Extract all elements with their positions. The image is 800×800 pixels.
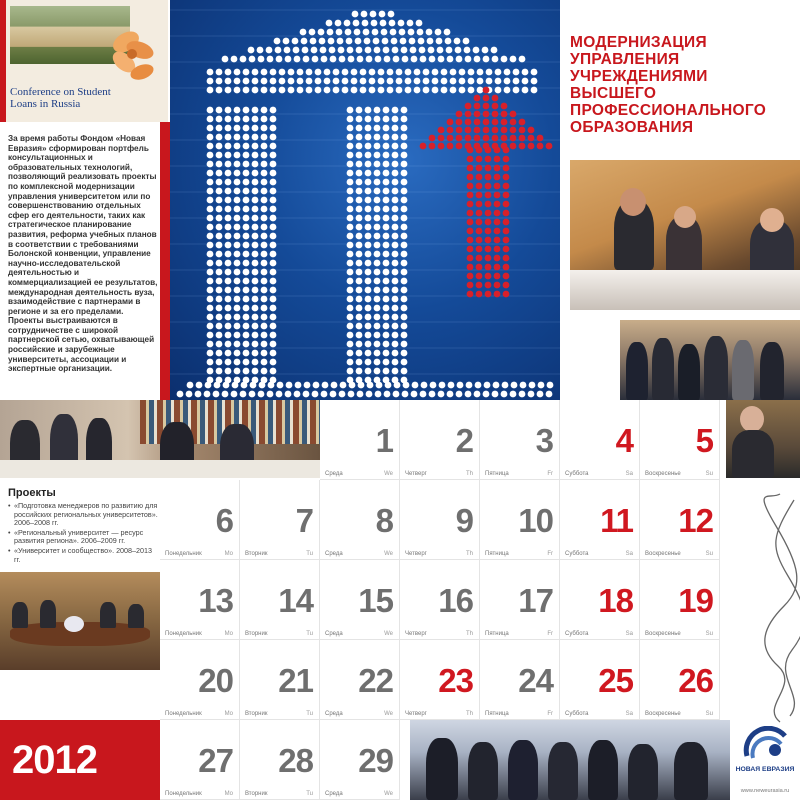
logo-name: НОВАЯ ЕВРАЗИЯ — [735, 766, 795, 773]
weekday-abbr: Tu — [306, 711, 313, 717]
speaker-photo — [726, 400, 800, 478]
weekday-label: Четверг — [405, 631, 427, 637]
person-figure — [100, 602, 116, 628]
weekday-abbr: We — [384, 791, 393, 797]
brochure-red-stripe — [0, 0, 6, 122]
flowers — [64, 616, 84, 632]
weekday-abbr: Sa — [625, 551, 633, 557]
person-figure — [652, 338, 674, 400]
day-number: 4 — [615, 422, 633, 459]
calendar-day — [480, 480, 560, 560]
weekday-label: Воскресенье — [645, 551, 681, 557]
weekday-abbr: We — [384, 551, 393, 557]
weekday-abbr: We — [384, 711, 393, 717]
day-number: 8 — [375, 502, 393, 539]
person-figure — [548, 742, 578, 800]
day-number: 26 — [678, 662, 713, 699]
weekday-label: Воскресенье — [645, 471, 681, 477]
weekday-abbr: Mo — [224, 711, 233, 717]
person-head — [674, 206, 696, 228]
day-number: 5 — [695, 422, 713, 459]
person-figure — [704, 336, 728, 400]
person-figure — [678, 344, 700, 400]
day-number: 25 — [598, 662, 633, 699]
dotted-building-illustration — [170, 0, 560, 400]
calendar-day — [480, 640, 560, 720]
day-number: 22 — [358, 662, 393, 699]
weekday-abbr: Fr — [547, 631, 553, 637]
weekday-label: Воскресенье — [645, 711, 681, 717]
weekday-abbr: Fr — [547, 471, 553, 477]
weekday-abbr: Sa — [625, 471, 633, 477]
calendar-day — [560, 480, 640, 560]
weekday-label: Среда — [325, 791, 343, 797]
calendar-day — [560, 640, 640, 720]
day-number: 14 — [278, 582, 313, 619]
weekday-label: Четверг — [405, 471, 427, 477]
year-label: 2012 — [12, 738, 97, 782]
person-figure — [508, 740, 538, 800]
person-figure — [128, 604, 144, 628]
weekday-label: Вторник — [245, 551, 268, 557]
hero-image — [170, 0, 560, 400]
calendar-day — [240, 560, 320, 640]
calendar-day — [320, 560, 400, 640]
calendar-day — [640, 480, 720, 560]
weekday-label: Понедельник — [165, 791, 202, 797]
page-title: МОДЕРНИЗАЦИЯ УПРАВЛЕНИЯ УЧРЕЖДЕНИЯМИ ВЫСШЕГО ПРОФЕССИОНАЛЬНОГО ОБРАЗОВАНИЯ — [570, 34, 767, 136]
day-number: 15 — [358, 582, 393, 619]
day-number: 10 — [518, 502, 553, 539]
weekday-abbr: Su — [705, 551, 713, 557]
calendar-day — [320, 480, 400, 560]
day-number: 23 — [438, 662, 473, 699]
person-figure — [626, 342, 648, 400]
weekday-abbr: Tu — [306, 551, 313, 557]
calendar-day — [160, 720, 240, 800]
weekday-label: Среда — [325, 711, 343, 717]
calendar-day — [640, 560, 720, 640]
new-eurasia-logo — [733, 722, 797, 798]
weekday-abbr: Tu — [306, 791, 313, 797]
weekday-label: Четверг — [405, 711, 427, 717]
calendar-day — [560, 560, 640, 640]
projects-list — [8, 502, 158, 565]
intro-text: За время работы Фондом «Новая Евразия» сформирован портфель консультационных и образовательных технологий, позволяющий реализовать проекты по комплексной модернизации управления университетом или по совершенствованию отдельных сфер его деятельности, таких как стратегическое планирование развития, реформа учебных планов в соответствии с требованиями Болонской конвенции, управление научно-исследовательской деятельностью и коммерциализацией ее результатов, международная деятельность вуза, взаимодействие с партнерами в регионе и за его пределами. Проекты выстраиваются в сотрудничестве с широкой партнерской сетью, охватывающей российские и зарубежные университеты, ассоциации и экспертные организации. — [8, 134, 158, 374]
calendar-day — [640, 640, 720, 720]
weekday-label: Суббота — [565, 471, 589, 477]
brochure-thumbnail — [0, 0, 170, 122]
weekday-abbr: Fr — [547, 711, 553, 717]
weekday-abbr: Su — [705, 631, 713, 637]
person-figure — [732, 430, 774, 478]
day-number: 24 — [518, 662, 553, 699]
weekday-label: Понедельник — [165, 631, 202, 637]
year-block — [0, 720, 160, 800]
calendar-day — [320, 720, 400, 800]
weekday-abbr: Sa — [625, 631, 633, 637]
weekday-abbr: Sa — [625, 711, 633, 717]
flower-image — [96, 20, 160, 90]
weekday-abbr: Th — [465, 471, 473, 477]
day-number: 27 — [198, 742, 233, 779]
calendar-day — [320, 640, 400, 720]
weekday-abbr: Su — [705, 711, 713, 717]
calendar-day — [480, 560, 560, 640]
person-figure — [674, 742, 708, 800]
person-head — [620, 188, 646, 216]
day-number: 19 — [678, 582, 713, 619]
weekday-abbr: Mo — [224, 791, 233, 797]
meeting-room-photo — [0, 572, 160, 670]
library-meeting-photo — [0, 400, 320, 478]
conference-table — [570, 270, 800, 310]
day-number: 16 — [438, 582, 473, 619]
month-script-lettering — [738, 490, 800, 730]
day-number: 1 — [375, 422, 393, 459]
person-head — [760, 208, 784, 232]
calendar-day — [640, 400, 720, 480]
left-red-bar — [160, 122, 170, 400]
day-number: 13 — [198, 582, 233, 619]
day-number: 2 — [455, 422, 473, 459]
calendar-day — [400, 480, 480, 560]
day-number: 28 — [278, 742, 313, 779]
calendar-day — [160, 560, 240, 640]
weekday-abbr: We — [384, 471, 393, 477]
table — [0, 460, 320, 478]
weekday-label: Среда — [325, 551, 343, 557]
weekday-label: Четверг — [405, 551, 427, 557]
person-head — [740, 406, 764, 432]
group-photo-bottom — [410, 720, 730, 800]
calendar-day — [480, 400, 560, 480]
person-figure — [468, 742, 498, 800]
calendar-day — [560, 400, 640, 480]
calendar-day — [320, 400, 400, 480]
weekday-label: Вторник — [245, 711, 268, 717]
day-number: 21 — [278, 662, 313, 699]
weekday-abbr: Th — [465, 551, 473, 557]
day-number: 18 — [598, 582, 633, 619]
day-number: 3 — [535, 422, 553, 459]
calendar-day — [400, 560, 480, 640]
logo-url: www.neweurasia.ru — [740, 788, 790, 794]
day-number: 29 — [358, 742, 393, 779]
person-figure — [732, 340, 754, 400]
day-number: 9 — [455, 502, 473, 539]
weekday-abbr: Th — [465, 631, 473, 637]
weekday-abbr: We — [384, 631, 393, 637]
person-figure — [628, 744, 658, 800]
person-figure — [760, 342, 784, 400]
person-figure — [588, 740, 618, 800]
day-number: 6 — [215, 502, 233, 539]
weekday-label: Суббота — [565, 551, 589, 557]
globe-logo-icon — [741, 726, 791, 762]
day-number: 17 — [518, 582, 553, 619]
weekday-abbr: Fr — [547, 551, 553, 557]
weekday-abbr: Th — [465, 711, 473, 717]
weekday-abbr: Tu — [306, 631, 313, 637]
weekday-label: Вторник — [245, 791, 268, 797]
weekday-label: Суббота — [565, 711, 589, 717]
project-item: • «Региональный университет — ресурс развития региона». 2006–2009 гг. — [8, 529, 158, 546]
conference-table-photo — [570, 160, 800, 310]
weekday-label: Пятница — [485, 471, 509, 477]
weekday-label: Среда — [325, 631, 343, 637]
calendar-day — [240, 480, 320, 560]
project-item: • «Университет и сообщество». 2008–2013 гг. — [8, 547, 158, 564]
weekday-abbr: Mo — [224, 631, 233, 637]
person-figure — [12, 602, 28, 628]
weekday-label: Вторник — [245, 631, 268, 637]
calendar-day — [240, 640, 320, 720]
calendar-day — [160, 640, 240, 720]
calendar-day — [400, 640, 480, 720]
day-number: 7 — [295, 502, 313, 539]
weekday-abbr: Su — [705, 471, 713, 477]
person-figure — [40, 600, 56, 628]
calendar-day — [160, 480, 240, 560]
calendar-day — [240, 720, 320, 800]
projects-heading: Проекты — [8, 487, 56, 499]
weekday-label: Воскресенье — [645, 631, 681, 637]
day-number: 11 — [600, 502, 633, 539]
day-number: 20 — [198, 662, 233, 699]
project-item: • «Подготовка менеджеров по развитию для российских региональных университетов». 2006–2008 гг. — [8, 502, 158, 528]
conference-title: Conference on Student Loans in Russia — [10, 86, 111, 110]
weekday-label: Пятница — [485, 631, 509, 637]
person-figure — [426, 738, 458, 800]
day-number: 12 — [678, 502, 713, 539]
group-photo — [620, 320, 800, 400]
weekday-label: Среда — [325, 471, 343, 477]
weekday-abbr: Mo — [224, 551, 233, 557]
weekday-label: Понедельник — [165, 711, 202, 717]
calendar-day — [400, 400, 480, 480]
weekday-label: Понедельник — [165, 551, 202, 557]
weekday-label: Суббота — [565, 631, 589, 637]
weekday-label: Пятница — [485, 711, 509, 717]
weekday-label: Пятница — [485, 551, 509, 557]
